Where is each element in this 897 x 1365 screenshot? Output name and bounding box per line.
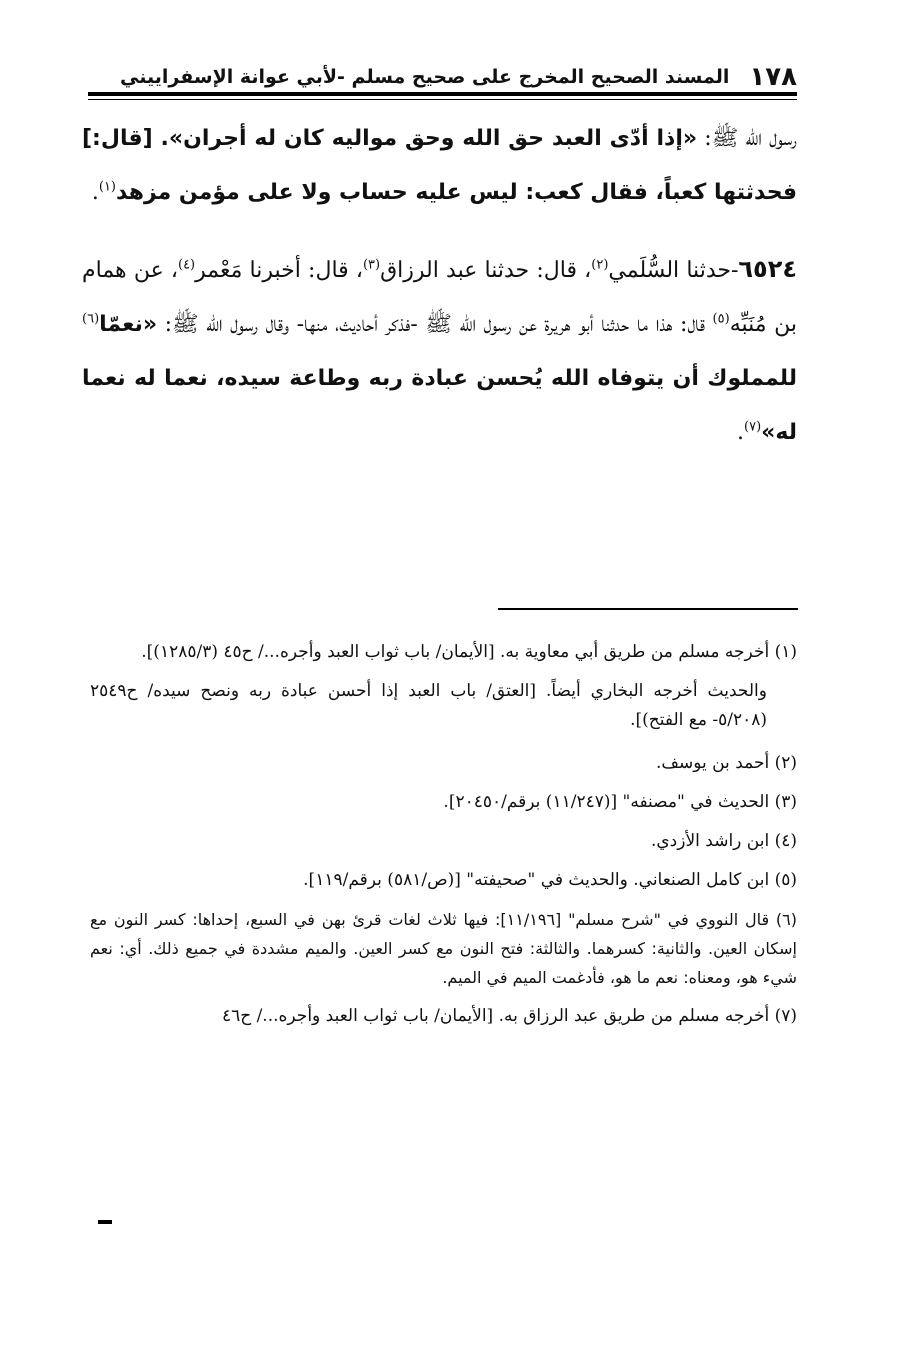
footnote-2: (٢) أحمد بن يوسف.	[655, 753, 797, 773]
footnote-ref-3: (٣)	[362, 257, 381, 273]
lead-text: رسول الله ﷺ:	[697, 126, 797, 151]
footnote-ref-2: (٢)	[591, 257, 609, 273]
continuation-mark	[98, 1220, 112, 1224]
footnote-ref-1: (١)	[98, 179, 116, 195]
hadith-number: ٦٥٢٤	[738, 255, 797, 283]
footnote-ref-4: (٤)	[177, 257, 196, 273]
footnotes	[90, 638, 797, 1045]
footnote-7: (٧) أخرجه مسلم من طريق عبد الرزاق به. [الأيمان/ باب ثواب العبد وأجره.../ ح٤٦	[221, 1006, 797, 1026]
matn-quote-b: للمملوك أن يتوفاه الله يُحسن عبادة ربه وطاعة سيده، نعما له نعما له»	[82, 366, 797, 445]
isnad-text-3: ، قال: أخبرنا مَعْمر	[195, 258, 363, 283]
hadith-quote: «إذا أدّى العبد حق الله وحق مواليه كان له أجران».	[160, 126, 698, 151]
bracket-text: [قال:] فحدثتها كعباً، فقال كعب: ليس عليه حساب ولا على مؤمن مزهد	[82, 126, 797, 205]
book-title: المسند الصحيح المخرج على صحيح مسلم -لأبي عوانة الإسفراييني	[120, 66, 730, 88]
running-header	[88, 58, 797, 92]
footnote-ref-5: (٥)	[712, 311, 730, 327]
paragraph-end: .	[91, 180, 99, 205]
footnote-1-continuation: والحديث أخرجه البخاري أيضاً. [العتق/ باب العبد إذا أحسن عبادة ربه ونصح سيده/ ح٢٥٤٩ (٥/٢٠٨- مع الفتح)].	[90, 681, 767, 730]
footnote-3: (٣) الحديث في "مصنفه" [(١١/٢٤٧) برقم/٢٠٤٥٠].	[443, 792, 797, 812]
isnad-text-2: ، قال: حدثنا عبد الرزاق	[380, 258, 592, 283]
footnote-separator	[498, 608, 798, 610]
footnote-ref-6: (٦)	[82, 311, 100, 327]
footnote-5: (٥) ابن كامل الصنعاني. والحديث في "صحيفته" [(ص/٥٨١) برقم/١١٩].	[303, 870, 797, 890]
header-rule-thin	[88, 99, 797, 100]
header-rule-thick	[88, 92, 797, 96]
footnote-ref-7: (٧)	[744, 419, 762, 435]
footnote-1: (١) أخرجه مسلم من طريق أبي معاوية به. [الأيمان/ باب ثواب العبد وأجره.../ ح٤٥ (١٢٨٥/٣)].	[141, 642, 797, 662]
footnote-6: (٦) قال النووي في "شرح مسلم" [١١/١٩٦]: فيها ثلاث لغات قرئ بهن في السبع، إحداها: كسر النون مع إسكان العين. والثانية: كسرهما. والثالثة: فتح النون مع كسر العين. والميم مشددة في جميع ذلك. أي: نعم شيء هو، ومعناه: نعم ما هو، فأدغمت الميم في الميم.	[90, 910, 798, 987]
isnad-text-5: قال: هذا ما حدثنا أبو هريرة عن رسول الله ﷺ -فذكر أحاديث، منها- وقال رسول الله ﷺ:	[157, 312, 713, 337]
hadith-paragraph	[82, 242, 797, 460]
page-number: ١٧٨	[749, 62, 797, 92]
isnad-text-4: ، عن همام بن مُنَبِّه	[82, 258, 797, 337]
paragraph-end: .	[737, 420, 745, 445]
footnote-4: (٤) ابن راشد الأزدي.	[650, 831, 797, 851]
paragraph-continuation	[82, 112, 797, 220]
isnad-text-1: -حدثنا السُّلَمي	[608, 258, 739, 283]
matn-quote-a: «نعمّا	[99, 312, 158, 337]
main-text	[82, 112, 797, 460]
